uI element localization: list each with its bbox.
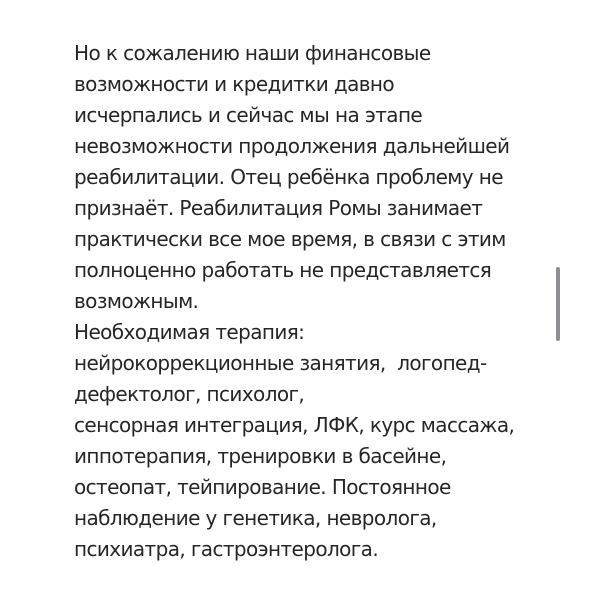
note-line: признаёт. Реабилитация Ромы занимает: [74, 196, 483, 220]
note-line: возможным.: [74, 289, 199, 313]
note-line: Необходимая терапия:: [74, 320, 305, 344]
note-line: Но к сожалению наши финансовые: [74, 41, 431, 65]
note-line: психиатра, гастроэнтеролога.: [74, 537, 379, 561]
note-line: нейрокоррекционные занятия, логопед-: [74, 351, 487, 375]
note-line: остеопат, тейпирование. Постоянное: [74, 475, 451, 499]
note-line: дефектолог, психолог,: [74, 382, 305, 406]
note-line: реабилитации. Отец ребёнка проблему не: [74, 165, 503, 189]
note-line: полноценно работать не представляется: [74, 258, 492, 282]
note-line: невозможности продолжения дальнейшей: [74, 134, 510, 158]
note-line: исчерпались и сейчас мы на этапе: [74, 103, 423, 127]
note-line: иппотерапия, тренировки в басейне,: [74, 444, 447, 468]
note-line: возможности и кредитки давно: [74, 72, 395, 96]
scroll-indicator[interactable]: [556, 267, 560, 341]
note-line: наблюдение у генетика, невролога,: [74, 506, 437, 530]
note-text[interactable]: [74, 38, 544, 565]
note-line: практически все мое время, в связи с этим: [74, 227, 506, 251]
note-line: сенсорная интеграция, ЛФК, курс массажа,: [74, 413, 515, 437]
